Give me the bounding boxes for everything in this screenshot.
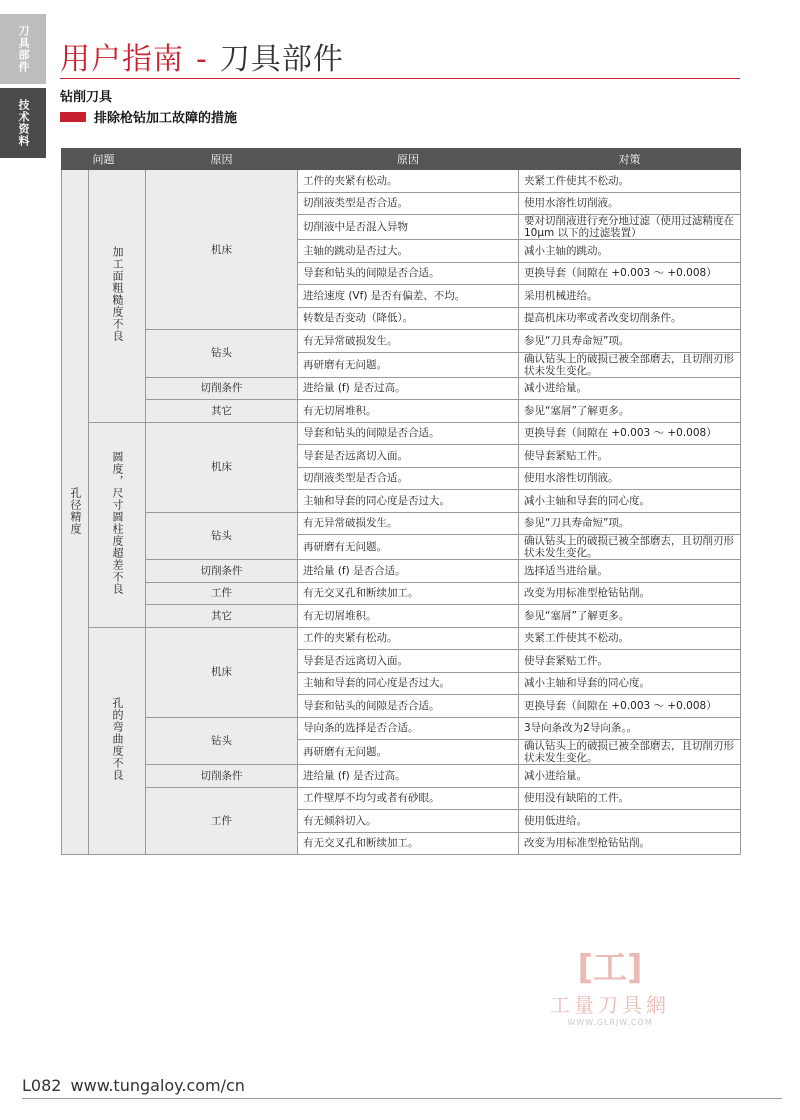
table-row	[62, 422, 741, 445]
cause-category-cell: 切削条件	[146, 560, 298, 583]
solution-cell: 提高机床功率或者改变切削条件。	[519, 307, 741, 330]
cause-cell: 工件壁厚不均匀或者有砂眼。	[298, 787, 519, 810]
header-cause: 原因	[298, 149, 519, 170]
problem-category-label: 孔的弯曲度不良	[111, 697, 124, 782]
cause-cell: 再研磨有无问题。	[298, 740, 519, 765]
cause-cell: 导套是否远离切入面。	[298, 445, 519, 468]
problem-category-cell	[89, 627, 146, 855]
title-sub: 刀具部件	[219, 42, 344, 77]
watermark-url: WWW.GLRJW.COM	[567, 1018, 653, 1027]
watermark-name: 工量刀具網	[550, 993, 670, 1017]
table-row	[62, 627, 741, 650]
troubleshooting-table	[61, 148, 741, 855]
section-heading: 钻削刀具	[60, 90, 113, 105]
table-row	[62, 400, 741, 423]
table-row	[62, 330, 741, 353]
solution-cell: 减小主轴和导套的同心度。	[519, 490, 741, 513]
cause-category-cell: 钻头	[146, 717, 298, 765]
cause-cell: 主轴和导套的同心度是否过大。	[298, 672, 519, 695]
problem-group-cell	[62, 170, 89, 855]
solution-cell: 更换导套（间隙在 +0.003 ～ +0.008）	[519, 422, 741, 445]
table-row	[62, 170, 741, 193]
table-header-row	[62, 149, 741, 170]
page-title	[60, 34, 344, 78]
solution-cell: 使用低进给。	[519, 810, 741, 833]
table-row	[62, 377, 741, 400]
table-row	[62, 765, 741, 788]
solution-cell: 更换导套（间隙在 +0.003 ～ +0.008）	[519, 695, 741, 718]
solution-cell: 确认钻头上的破损已被全部磨去，且切削刃形状未发生变化。	[519, 740, 741, 765]
cause-category-cell: 机床	[146, 170, 298, 330]
cause-cell: 主轴和导套的同心度是否过大。	[298, 490, 519, 513]
cause-cell: 导套和钻头的间隙是否合适。	[298, 422, 519, 445]
watermark	[535, 940, 685, 1027]
subsection-heading	[60, 107, 237, 126]
cause-category-cell: 机床	[146, 422, 298, 512]
solution-cell: 减小进给量。	[519, 765, 741, 788]
cause-cell: 主轴的跳动是否过大。	[298, 240, 519, 263]
cause-cell: 导套和钻头的间隙是否合适。	[298, 262, 519, 285]
title-rule	[60, 78, 740, 79]
solution-cell: 更换导套（间隙在 +0.003 ～ +0.008）	[519, 262, 741, 285]
watermark-logo: [工]	[577, 948, 643, 988]
table-row	[62, 605, 741, 628]
solution-cell: 使导套紧贴工件。	[519, 650, 741, 673]
cause-cell: 有无交叉孔和断续加工。	[298, 832, 519, 855]
cause-cell: 有无交叉孔和断续加工。	[298, 582, 519, 605]
cause-category-cell: 切削条件	[146, 765, 298, 788]
cause-cell: 再研磨有无问题。	[298, 535, 519, 560]
solution-cell: 改变为用标准型枪钻钻削。	[519, 832, 741, 855]
cause-cell: 工件的夹紧有松动。	[298, 627, 519, 650]
problem-group-label: 孔径精度	[69, 486, 82, 535]
cause-cell: 有无倾斜切入。	[298, 810, 519, 833]
cause-cell: 进给量 (f) 是否合适。	[298, 560, 519, 583]
solution-cell: 减小主轴和导套的同心度。	[519, 672, 741, 695]
solution-cell: 参见“塞屑”了解更多。	[519, 400, 741, 423]
table-row	[62, 787, 741, 810]
solution-cell: 夹紧工件使其不松动。	[519, 170, 741, 193]
cause-cell: 再研磨有无问题。	[298, 352, 519, 377]
cause-cell: 导套是否远离切入面。	[298, 650, 519, 673]
footer	[22, 1076, 245, 1095]
cause-cell: 导套和钻头的间隙是否合适。	[298, 695, 519, 718]
cause-category-cell: 工件	[146, 582, 298, 605]
footer-url[interactable]: www.tungaloy.com/cn	[70, 1076, 245, 1095]
table-body	[62, 170, 741, 855]
title-dash: -	[196, 42, 208, 77]
cause-category-cell: 其它	[146, 605, 298, 628]
side-tab-tech-info[interactable]: 技术资料	[0, 88, 46, 158]
solution-cell: 确认钻头上的破损已被全部磨去，且切削刃形状未发生变化。	[519, 352, 741, 377]
subsection-marker	[60, 112, 86, 122]
header-problem: 问题	[62, 149, 146, 170]
header-solution: 对策	[519, 149, 741, 170]
solution-cell: 采用机械进给。	[519, 285, 741, 308]
cause-cell: 切削液类型是否合适。	[298, 192, 519, 215]
solution-cell: 要对切削液进行充分地过滤（使用过滤精度在 10μm 以下的过滤装置）	[519, 215, 741, 240]
solution-cell: 夹紧工件使其不松动。	[519, 627, 741, 650]
footer-rule	[22, 1098, 782, 1099]
cause-category-cell: 切削条件	[146, 377, 298, 400]
table-row	[62, 717, 741, 740]
cause-category-cell: 工件	[146, 787, 298, 855]
solution-cell: 使用没有缺陷的工件。	[519, 787, 741, 810]
subsection-label: 排除枪钻加工故障的措施	[94, 111, 238, 126]
cause-category-cell: 其它	[146, 400, 298, 423]
cause-cell: 进给量 (f) 是否过高。	[298, 765, 519, 788]
solution-cell: 参见“刀具寿命短”项。	[519, 330, 741, 353]
cause-category-cell: 机床	[146, 627, 298, 717]
problem-category-cell	[89, 170, 146, 423]
solution-cell: 确认钻头上的破损已被全部磨去，且切削刃形状未发生变化。	[519, 535, 741, 560]
cause-category-cell: 钻头	[146, 512, 298, 560]
solution-cell: 3导向条改为2导向条。。	[519, 717, 741, 740]
solution-cell: 减小主轴的跳动。	[519, 240, 741, 263]
title-main: 用户指南	[60, 42, 184, 77]
cause-cell: 切削液类型是否合适。	[298, 467, 519, 490]
cause-cell: 切削液中是否混入异物	[298, 215, 519, 240]
solution-cell: 改变为用标准型枪钻钻削。	[519, 582, 741, 605]
cause-cell: 转数是否变动（降低）。	[298, 307, 519, 330]
solution-cell: 减小进给量。	[519, 377, 741, 400]
cause-cell: 有无异常破损发生。	[298, 330, 519, 353]
problem-category-cell	[89, 422, 146, 627]
table-row	[62, 560, 741, 583]
table-row	[62, 512, 741, 535]
solution-cell: 选择适当进给量。	[519, 560, 741, 583]
solution-cell: 使用水溶性切削液。	[519, 192, 741, 215]
solution-cell: 使用水溶性切削液。	[519, 467, 741, 490]
solution-cell: 使导套紧贴工件。	[519, 445, 741, 468]
side-tab-tool-parts[interactable]: 刀具部件	[0, 14, 46, 84]
cause-cell: 有无异常破损发生。	[298, 512, 519, 535]
cause-cell: 进给速度 (Vf) 是否有偏差、不均。	[298, 285, 519, 308]
cause-cell: 工件的夹紧有松动。	[298, 170, 519, 193]
header-cause-category: 原因	[146, 149, 298, 170]
solution-cell: 参见“刀具寿命短”项。	[519, 512, 741, 535]
cause-cell: 有无切屑堆积。	[298, 605, 519, 628]
problem-category-label: 圆度，尺寸圆柱度超差不良	[111, 451, 124, 595]
table-row	[62, 582, 741, 605]
problem-category-label: 加工面粗糙度不良	[111, 246, 124, 343]
solution-cell: 参见“塞屑”了解更多。	[519, 605, 741, 628]
cause-category-cell: 钻头	[146, 330, 298, 378]
page-number: L082	[22, 1076, 62, 1095]
cause-cell: 有无切屑堆积。	[298, 400, 519, 423]
cause-cell: 导向条的选择是否合适。	[298, 717, 519, 740]
cause-cell: 进给量 (f) 是否过高。	[298, 377, 519, 400]
